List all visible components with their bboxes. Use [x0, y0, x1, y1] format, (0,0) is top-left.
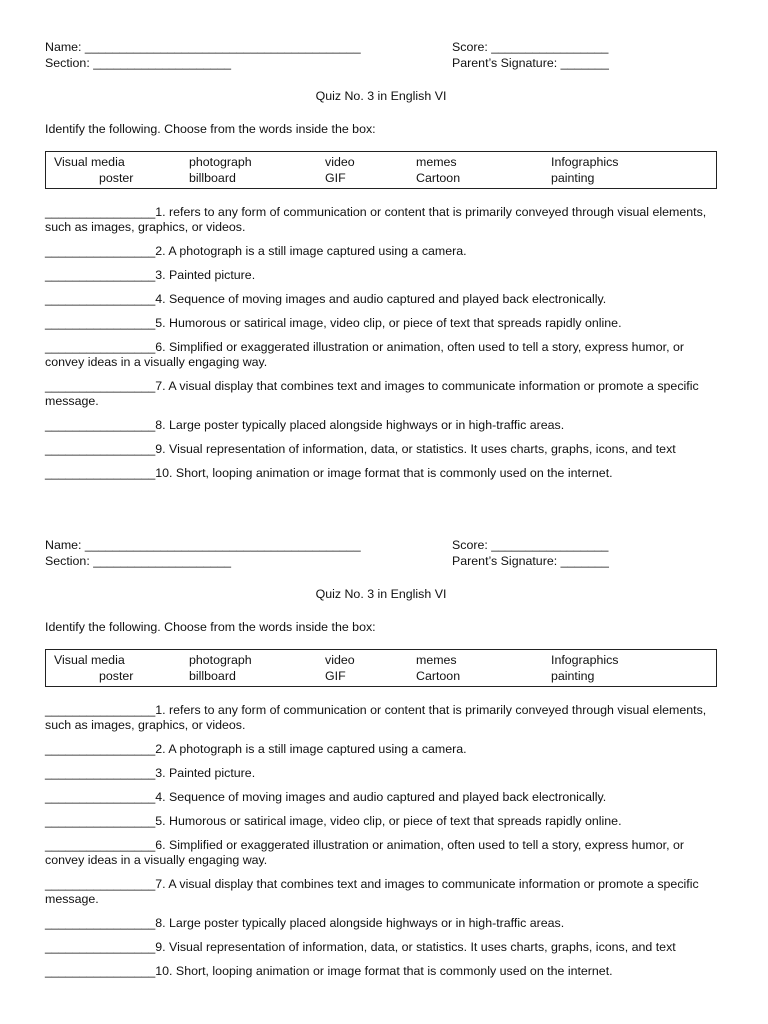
word-box [45, 649, 717, 687]
word-option: memes [416, 155, 457, 169]
answer-blank: ________________ [45, 205, 156, 219]
question-item [45, 418, 717, 433]
word-option: Visual media [54, 653, 125, 667]
word-option: billboard [189, 171, 236, 185]
parent-signature-field: Parent’s Signature: _______ [452, 554, 609, 568]
question-item [45, 742, 717, 757]
word-option: video [325, 653, 355, 667]
question-text: 6. Simplified or exaggerated illustration or animation, often used to tell a story, express humor, or convey ideas in a visually engaging way. [45, 838, 684, 867]
answer-blank: ________________ [45, 379, 156, 393]
question-item [45, 814, 717, 829]
answer-blank: ________________ [45, 838, 156, 852]
word-option: Cartoon [416, 171, 461, 185]
word-option: Cartoon [416, 669, 461, 683]
question-text: 4. Sequence of moving images and audio captured and played back electronically. [155, 292, 607, 306]
word-option: video [325, 155, 355, 169]
question-item [45, 940, 717, 955]
word-option: Infographics [551, 653, 619, 667]
question-item [45, 766, 717, 781]
answer-blank: ________________ [45, 244, 156, 258]
word-option: memes [416, 653, 457, 667]
question-item [45, 268, 717, 283]
word-option: painting [551, 171, 595, 185]
quiz-title: Quiz No. 3 in English VI [315, 89, 447, 103]
answer-blank: ________________ [45, 742, 156, 756]
instructions: Identify the following. Choose from the words inside the box: [45, 620, 376, 634]
question-item [45, 340, 717, 370]
answer-blank: ________________ [45, 940, 156, 954]
question-text: 5. Humorous or satirical image, video clip, or piece of text that spreads rapidly online. [155, 316, 622, 330]
answer-blank: ________________ [45, 766, 156, 780]
instructions: Identify the following. Choose from the words inside the box: [45, 122, 376, 136]
question-text: 2. A photograph is a still image captured using a camera. [155, 742, 467, 756]
quiz-title: Quiz No. 3 in English VI [315, 587, 447, 601]
answer-blank: ________________ [45, 466, 156, 480]
question-text: 7. A visual display that combines text and images to communicate information or promote a specific message. [45, 877, 699, 906]
question-text: 9. Visual representation of information, data, or statistics. It uses charts, graphs, icons, and text [155, 442, 676, 456]
answer-blank: ________________ [45, 964, 156, 978]
name-field: Name: ________________________________________ [45, 538, 361, 552]
question-text: 4. Sequence of moving images and audio captured and played back electronically. [155, 790, 607, 804]
word-option: poster [99, 171, 134, 185]
answer-blank: ________________ [45, 316, 156, 330]
question-list [45, 703, 717, 979]
word-option: GIF [325, 669, 346, 683]
question-item [45, 316, 717, 331]
word-option: poster [99, 669, 134, 683]
question-text: 5. Humorous or satirical image, video clip, or piece of text that spreads rapidly online. [155, 814, 622, 828]
answer-blank: ________________ [45, 814, 156, 828]
answer-blank: ________________ [45, 703, 156, 717]
question-text: 2. A photograph is a still image captured using a camera. [155, 244, 467, 258]
score-field: Score: _________________ [452, 40, 609, 54]
word-option: painting [551, 669, 595, 683]
question-item [45, 838, 717, 868]
question-item [45, 379, 717, 409]
question-text: 10. Short, looping animation or image format that is commonly used on the internet. [155, 964, 613, 978]
question-item [45, 244, 717, 259]
word-box [45, 151, 717, 189]
question-text: 9. Visual representation of information, data, or statistics. It uses charts, graphs, icons, and text [155, 940, 676, 954]
header-row-2 [45, 56, 717, 72]
header-row-1 [45, 538, 717, 554]
question-text: 3. Painted picture. [155, 268, 256, 282]
question-item [45, 964, 717, 979]
name-field: Name: ________________________________________ [45, 40, 361, 54]
question-text: 8. Large poster typically placed alongside highways or in high-traffic areas. [155, 418, 565, 432]
word-option: Visual media [54, 155, 125, 169]
question-item [45, 292, 717, 307]
word-option: photograph [189, 653, 252, 667]
question-text: 6. Simplified or exaggerated illustration or animation, often used to tell a story, express humor, or convey ideas in a visually engaging way. [45, 340, 684, 369]
question-item [45, 790, 717, 805]
answer-blank: ________________ [45, 340, 156, 354]
answer-blank: ________________ [45, 292, 156, 306]
answer-blank: ________________ [45, 790, 156, 804]
answer-blank: ________________ [45, 268, 156, 282]
question-item [45, 916, 717, 931]
question-text: 7. A visual display that combines text and images to communicate information or promote a specific message. [45, 379, 699, 408]
score-field: Score: _________________ [452, 538, 609, 552]
answer-blank: ________________ [45, 916, 156, 930]
word-option: Infographics [551, 155, 619, 169]
question-text: 8. Large poster typically placed alongside highways or in high-traffic areas. [155, 916, 565, 930]
header-row-2 [45, 554, 717, 570]
answer-blank: ________________ [45, 442, 156, 456]
section-field: Section: ____________________ [45, 56, 232, 70]
header-row-1 [45, 40, 717, 56]
question-item [45, 205, 717, 235]
question-text: 10. Short, looping animation or image format that is commonly used on the internet. [155, 466, 613, 480]
question-text: 3. Painted picture. [155, 766, 256, 780]
question-item [45, 703, 717, 733]
question-item [45, 877, 717, 907]
quiz-sheet-top [45, 40, 717, 490]
answer-blank: ________________ [45, 418, 156, 432]
word-option: photograph [189, 155, 252, 169]
answer-blank: ________________ [45, 877, 156, 891]
question-item [45, 442, 717, 457]
word-option: billboard [189, 669, 236, 683]
question-text: 1. refers to any form of communication or content that is primarily conveyed through visual elements, such as images, graphics, or videos. [45, 703, 707, 732]
section-field: Section: ____________________ [45, 554, 232, 568]
question-item [45, 466, 717, 481]
quiz-sheet-bottom [45, 538, 717, 988]
parent-signature-field: Parent’s Signature: _______ [452, 56, 609, 70]
question-text: 1. refers to any form of communication or content that is primarily conveyed through visual elements, such as images, graphics, or videos. [45, 205, 707, 234]
word-option: GIF [325, 171, 346, 185]
question-list [45, 205, 717, 481]
